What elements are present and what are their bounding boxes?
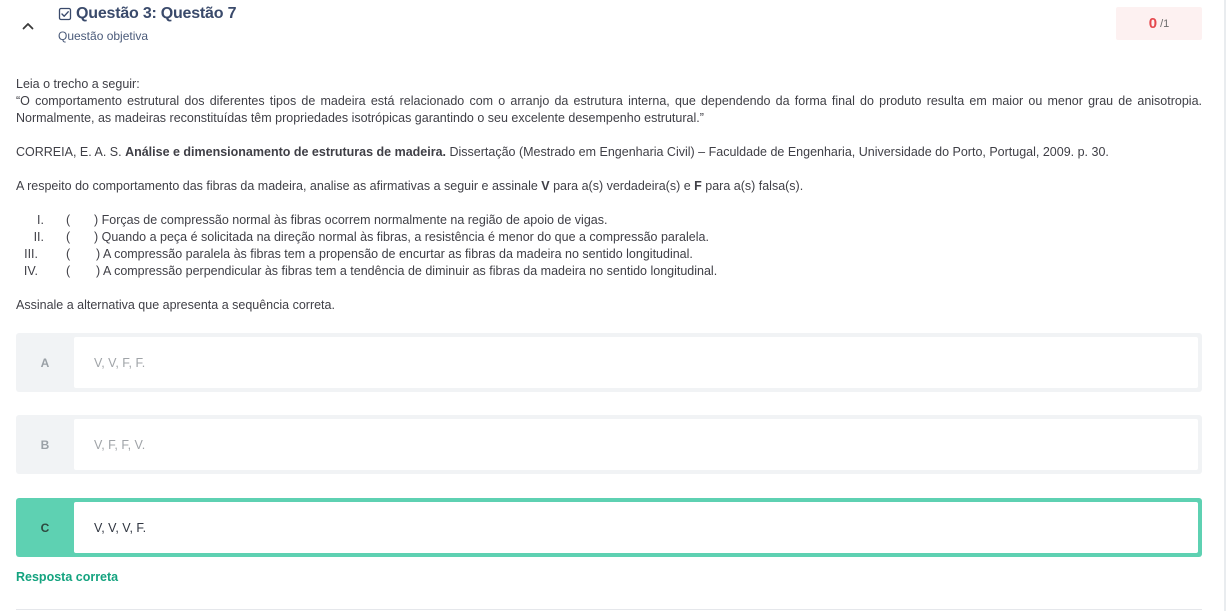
option-letter: A: [40, 355, 50, 370]
question-header: [0, 0, 1226, 60]
statement-text: ) A compressão perpendicular às fibras tem a tendência de diminuir as fibras da madeira no sentido longitudinal.: [96, 264, 718, 278]
quote-text: “O comportamento estrutural dos diferentes tipos de madeira está relacionado com o arranjo da estrutura interna, que dependendo da forma final do produto resulta em maior ou menor grau de anisotropia. Normalmente, as madeiras reconstituídas têm propriedades isotrópicas garantindo o seu excelente desempenho estrutural.”: [16, 94, 1202, 125]
statement-text: ) Forças de compressão normal às fibras ocorrem normalmente na região de apoio de vigas.: [94, 213, 608, 227]
option-letter: C: [40, 520, 50, 535]
statement-item: [16, 229, 1202, 246]
statement-number: I.: [37, 213, 44, 227]
instruction: [16, 178, 1202, 195]
statement-number: III.: [24, 247, 38, 261]
statement-number: II.: [33, 230, 44, 244]
citation-author: CORREIA, E. A. S.: [16, 145, 126, 159]
option-text: V, V, F, F.: [74, 337, 1198, 388]
statement-item: [16, 263, 1202, 280]
option-b[interactable]: [16, 415, 1202, 474]
instruction-post: para a(s) falsa(s).: [701, 179, 804, 193]
score-max: /1: [1160, 17, 1170, 30]
statement-number: IV.: [23, 264, 38, 278]
divider: [16, 609, 1202, 610]
statement-item: [16, 246, 1202, 263]
statement-paren: (: [66, 213, 71, 227]
question-title: [58, 5, 236, 23]
citation: [16, 144, 1202, 161]
question-type: Questão objetiva: [58, 29, 149, 43]
option-text: V, F, F, V.: [74, 419, 1198, 470]
collapse-button[interactable]: [19, 17, 37, 35]
statement-paren: (: [66, 230, 71, 244]
prompt-text: Assinale a alternativa que apresenta a sequência correta.: [16, 298, 335, 312]
feedback-message: Resposta correta: [16, 570, 119, 584]
question-label: Questão 3:: [76, 5, 157, 22]
option-a[interactable]: [16, 333, 1202, 392]
question-name: Questão 7: [160, 5, 237, 22]
score-obtained: 0: [1148, 15, 1158, 32]
statement-item: [16, 212, 1202, 229]
option-text: V, V, V, F.: [74, 502, 1198, 553]
instruction-f: F: [694, 179, 702, 193]
intro-text: Leia o trecho a seguir:: [16, 77, 140, 91]
statement-text: ) A compressão paralela às fibras tem a propensão de encurtar as fibras da madeira no sentido longitudinal.: [96, 247, 693, 261]
checkbox-icon: [58, 7, 72, 21]
statement-paren: (: [66, 247, 71, 261]
option-letter: B: [40, 437, 50, 452]
instruction-mid: para a(s) verdadeira(s) e: [549, 179, 695, 193]
statement-paren: (: [66, 264, 71, 278]
chevron-up-icon: [22, 22, 34, 30]
citation-rest: Dissertação (Mestrado em Engenharia Civil) – Faculdade de Engenharia, Universidade do Porto, Portugal, 2009. p. 30.: [446, 145, 1109, 159]
statement-text: ) Quando a peça é solicitada na direção normal às fibras, a resistência é menor do que a compressão paralela.: [94, 230, 709, 244]
question-body: [16, 76, 1202, 314]
instruction-v: V: [541, 179, 550, 193]
statement-list: [16, 212, 1202, 280]
option-c[interactable]: [16, 498, 1202, 557]
instruction-pre: A respeito do comportamento das fibras da madeira, analise as afirmativas a seguir e assinale: [16, 179, 542, 193]
score-badge: [1116, 7, 1202, 40]
citation-title: Análise e dimensionamento de estruturas de madeira.: [125, 145, 446, 159]
